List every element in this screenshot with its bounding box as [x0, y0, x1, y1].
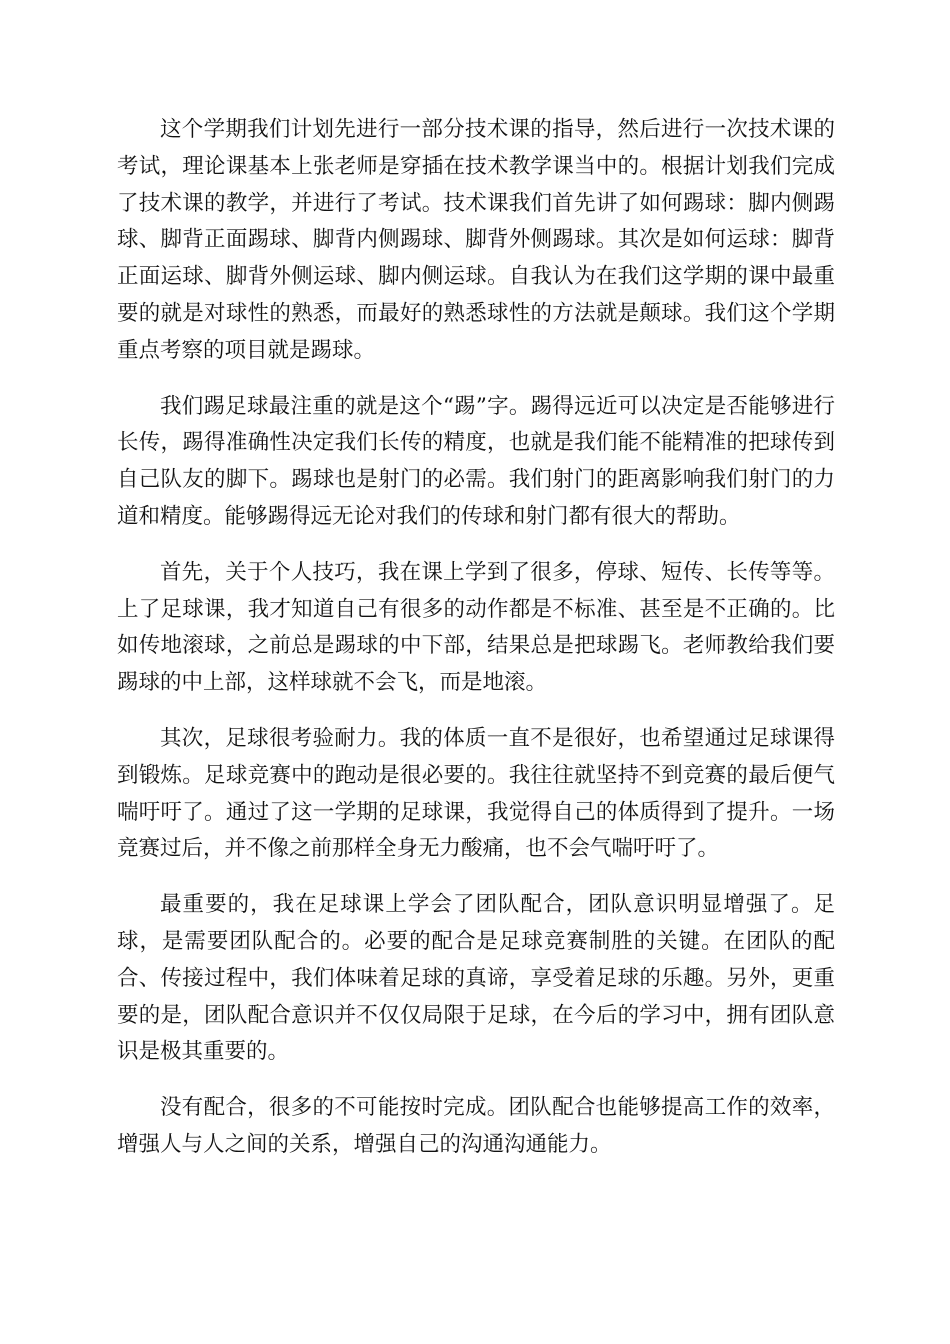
paragraph-2: 我们踢足球最注重的就是这个“踢”字。踢得远近可以决定是否能够进行长传，踢得准确性决定我们长传的精度，也就是我们能不能精准的把球传到自己队友的脚下。踢球也是射门的必需。我们射门的距离影响我们射门的力道和精度。能够踢得远无论对我们的传球和射门都有很大的帮助。 [117, 393, 835, 529]
document-body [117, 112, 835, 1183]
paragraph-3: 首先，关于个人技巧，我在课上学到了很多，停球、短传、长传等等。上了足球课，我才知道自己有很多的动作都是不标准、甚至是不正确的。比如传地滚球，之前总是踢球的中下部，结果总是把球踢飞。老师教给我们要踢球的中上部，这样球就不会飞，而是地滚。 [117, 559, 835, 696]
paragraph-6: 没有配合，很多的不可能按时完成。团队配合也能够提高工作的效率，增强人与人之间的关系，增强自己的沟通沟通能力。 [117, 1095, 835, 1157]
paragraph-4: 其次，足球很考验耐力。我的体质一直不是很好，也希望通过足球课得到锻炼。足球竞赛中的跑动是很必要的。我往往就坚持不到竞赛的最后便气喘吁吁了。通过了这一学期的足球课，我觉得自己的体质得到了提升。一场竞赛过后，并不像之前那样全身无力酸痛，也不会气喘吁吁了。 [117, 725, 835, 862]
paragraph-1: 这个学期我们计划先进行一部分技术课的指导，然后进行一次技术课的考试，理论课基本上张老师是穿插在技术教学课当中的。根据计划我们完成了技术课的教学，并进行了考试。技术课我们首先讲了如何踢球：脚内侧踢球、脚背正面踢球、脚背内侧踢球、脚背外侧踢球。其次是如何运球：脚背正面运球、脚背外侧运球、脚内侧运球。自我认为在我们这学期的课中最重要的就是对球性的熟悉，而最好的熟悉球性的方法就是颠球。我们这个学期重点考察的项目就是踢球。 [117, 117, 835, 363]
paragraph-5: 最重要的，我在足球课上学会了团队配合，团队意识明显增强了。足球，是需要团队配合的。必要的配合是足球竞赛制胜的关键。在团队的配合、传接过程中，我们体味着足球的真谛，享受着足球的乐趣。另外，更重要的是，团队配合意识并不仅仅局限于足球，在今后的学习中，拥有团队意识是极其重要的。 [117, 892, 835, 1065]
